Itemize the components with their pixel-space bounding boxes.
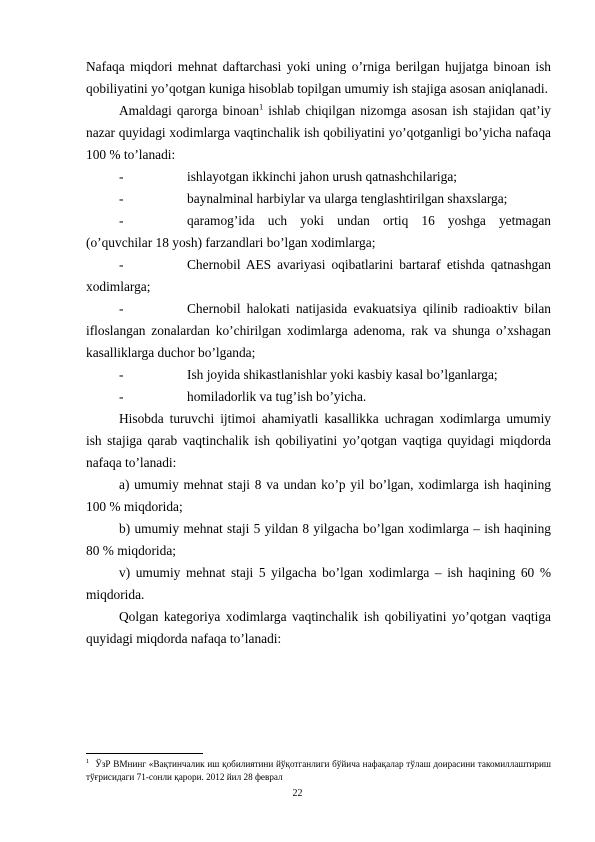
- paragraph-option-b: b) umumiy mehnat staji 5 yildan 8 yilgacha bo’lgan xodimlarga – ish haqining 80 % miqdorida;: [86, 521, 551, 558]
- dash-marker: -: [119, 301, 124, 316]
- document-body: [86, 56, 551, 650]
- list-item: [86, 210, 551, 254]
- paragraph-option-v: v) umumiy mehnat staji 5 yilgacha bo’lgan xodimlarga – ish haqining 60 % miqdorida.: [86, 565, 551, 602]
- paragraph-other-categories: Qolgan kategoriya xodimlarga vaqtinchalik ish qobiliyatini yo’qotgan vaqtiga quyidagi miqdorda nafaqa to’lanadi:: [86, 609, 551, 646]
- list-item: [86, 298, 551, 364]
- list-item: [86, 254, 551, 298]
- dash-marker: -: [119, 191, 124, 206]
- paragraph-decision: [86, 100, 551, 166]
- list-item-text: Chernobil AES avariyasi oqibatlarini bartaraf etishda qatnashgan xodimlarga;: [86, 257, 551, 294]
- footnote-separator: [86, 753, 203, 754]
- list-item: [86, 188, 551, 210]
- list-item-text: qaramog’ida uch yoki undan ortiq 16 yoshga yetmagan (o’quvchilar 18 yosh) farzandlari bo’lgan xodimlarga;: [86, 213, 551, 250]
- footnote-text: ЎзР ВМнинг «Вақтинчалик иш қобилиятини йўқотганлиги бўйича нафақалар тўлаш доирасини такомиллаштириш тўғрисидаги 71-сонли қарори. 2012 йил 28 феврал: [86, 759, 551, 782]
- list-item: [86, 386, 551, 408]
- dash-marker: -: [119, 213, 124, 228]
- eligibility-list: [86, 166, 551, 408]
- list-item-text: homiladorlik va tug’ish bo’yicha.: [187, 389, 367, 404]
- list-item-text: Chernobil halokati natijasida evakuatsiya qilinib radioaktiv bilan ifloslangan zonalardan ko’chirilgan xodimlarga adenoma, rak va shunga o’xshagan kasalliklarga duchor bo’lganda;: [86, 301, 551, 360]
- paragraph-decision-rest: ishlab chiqilgan nizomga asosan ish stajidan qat’iy nazar quyidagi xodimlarga vaqtinchalik ish qobiliyatini yo’qotganligi bo’yicha nafaqa 100 % to’lanadi:: [86, 103, 552, 162]
- paragraph-decision-start: Amaldagi qarorga binoan: [119, 103, 260, 118]
- dash-marker: -: [119, 169, 124, 184]
- footnote-reference: 1: [259, 102, 264, 112]
- list-item-text: baynalminal harbiylar va ularga tenglashtirilgan shaxslarga;: [187, 191, 508, 206]
- page-number: 22: [292, 788, 303, 799]
- list-item: [86, 364, 551, 386]
- paragraph-social-illness: Hisobda turuvchi ijtimoi ahamiyatli kasallikka uchragan xodimlarga umumiy ish stajiga qarab vaqtinchalik ish qobiliyatini yo’qotgan vaqtiga quyidagi miqdorda nafaqa to’lanadi:: [86, 411, 551, 470]
- dash-marker: -: [119, 389, 124, 404]
- list-item: [86, 166, 551, 188]
- dash-marker: -: [119, 257, 124, 272]
- dash-marker: -: [119, 367, 124, 382]
- list-item-text: Ish joyida shikastlanishlar yoki kasbiy kasal bo’lganlarga;: [187, 367, 498, 382]
- paragraph-option-a: a) umumiy mehnat staji 8 va undan ko’p yil bo’lgan, xodimlarga ish haqining 100 % miqdorida;: [86, 477, 551, 514]
- paragraph-intro: Nafaqa miqdori mehnat daftarchasi yoki uning o’rniga berilgan hujjatga binoan ish qobiliyatini yo’qotgan kuniga hisoblab topilgan umumiy ish stajiga asosan aniqlanadi.: [86, 59, 551, 96]
- list-item-text: ishlayotgan ikkinchi jahon urush qatnashchilariga;: [187, 169, 457, 184]
- footnote-number: 1: [86, 757, 90, 765]
- footnote: [86, 758, 551, 784]
